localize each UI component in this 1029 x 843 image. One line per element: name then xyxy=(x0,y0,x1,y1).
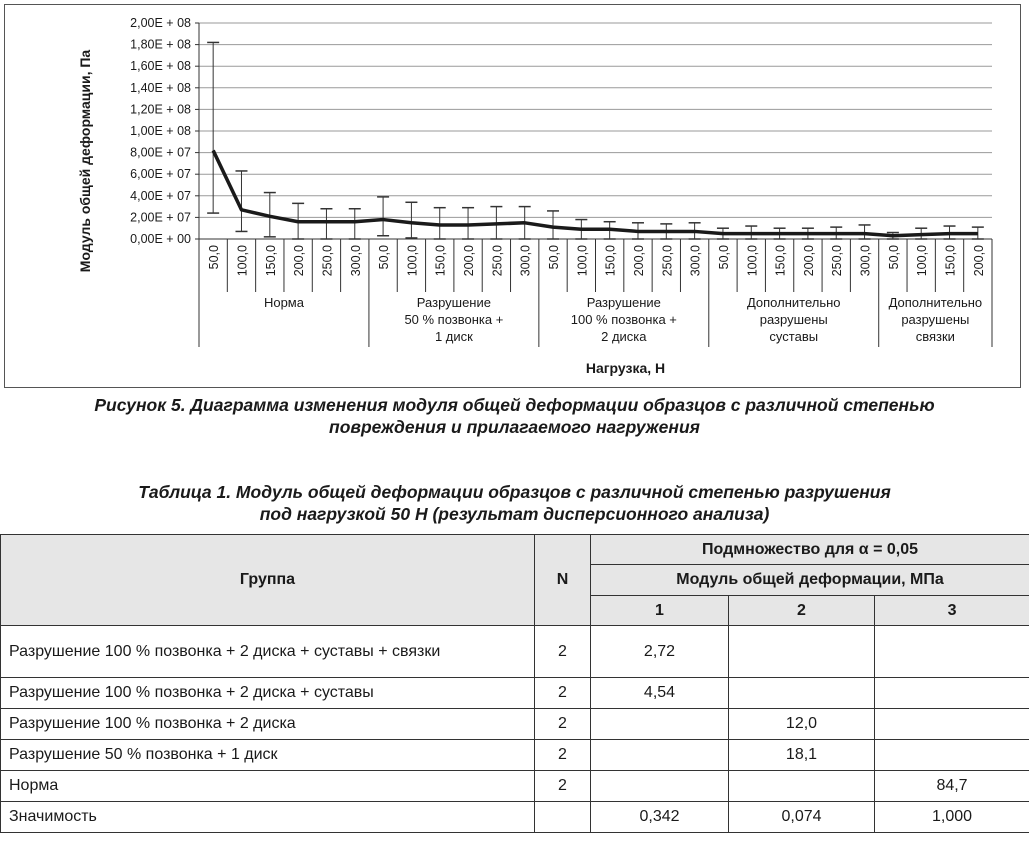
table-row xyxy=(1,771,1029,802)
y-tick-label: 2,00E + 08 xyxy=(130,16,191,30)
cell-subset-1 xyxy=(591,771,729,802)
x-tick-label: 200,0 xyxy=(631,245,646,277)
cell-group: Значимость xyxy=(1,802,535,833)
group-label: 50 % позвонка + xyxy=(404,312,504,327)
cell-subset-1 xyxy=(591,709,729,740)
cell-subset-2: 18,1 xyxy=(729,740,875,771)
deformation-chart xyxy=(5,5,1020,387)
x-tick-label: 250,0 xyxy=(830,245,845,277)
x-tick-label: 100,0 xyxy=(575,245,590,277)
cell-subset-1 xyxy=(591,740,729,771)
cell-subset-1: 0,342 xyxy=(591,802,729,833)
x-tick-label: 250,0 xyxy=(490,245,505,277)
cell-group: Разрушение 100 % позвонка + 2 диска + суставы xyxy=(1,678,535,709)
table-row xyxy=(1,678,1029,709)
cell-group: Разрушение 100 % позвонка + 2 диска xyxy=(1,709,535,740)
y-tick-label: 4,00E + 07 xyxy=(130,188,191,203)
x-tick-label: 200,0 xyxy=(292,245,307,277)
table-row xyxy=(1,709,1029,740)
y-tick-label: 1,40E + 08 xyxy=(130,80,191,95)
y-tick-label: 6,00E + 07 xyxy=(130,167,191,182)
cell-subset-2 xyxy=(729,771,875,802)
x-tick-label: 250,0 xyxy=(660,245,675,277)
x-tick-label: 150,0 xyxy=(943,245,958,277)
group-label: 100 % позвонка + xyxy=(570,312,677,327)
cell-subset-3 xyxy=(875,626,1029,678)
header-subset-1: 1 xyxy=(591,596,729,626)
cell-group: Разрушение 50 % позвонка + 1 диск xyxy=(1,740,535,771)
table-caption xyxy=(0,481,1029,525)
header-subset-3: 3 xyxy=(875,596,1029,626)
header-subset-2: 2 xyxy=(729,596,875,626)
cell-subset-3 xyxy=(875,740,1029,771)
cell-n: 2 xyxy=(535,678,591,709)
group-label: разрушены xyxy=(901,312,970,327)
cell-subset-2: 12,0 xyxy=(729,709,875,740)
x-tick-label: 300,0 xyxy=(688,245,703,277)
x-tick-label: 300,0 xyxy=(858,245,873,277)
x-tick-label: 100,0 xyxy=(745,245,760,277)
cell-subset-1: 4,54 xyxy=(591,678,729,709)
y-axis-title: Модуль общей деформации, Па xyxy=(77,49,93,273)
figure-caption-line2: повреждения и прилагаемого нагружения xyxy=(329,417,700,437)
x-tick-label: 150,0 xyxy=(773,245,788,277)
y-tick-label: 1,60E + 08 xyxy=(130,59,191,74)
group-label: 1 диск xyxy=(434,329,473,344)
table-caption-line2: под нагрузкой 50 Н (результат дисперсионного анализа) xyxy=(259,504,770,524)
header-modulus: Модуль общей деформации, МПа xyxy=(591,565,1029,596)
x-tick-label: 50,0 xyxy=(547,245,562,270)
header-group: Группа xyxy=(1,535,535,626)
figure-caption xyxy=(0,394,1029,438)
y-tick-label: 1,80E + 08 xyxy=(130,37,191,52)
group-label: 2 диска xyxy=(601,329,647,344)
group-label: разрушены xyxy=(759,312,828,327)
x-tick-label: 200,0 xyxy=(971,245,986,277)
series-line xyxy=(213,150,978,235)
results-table xyxy=(0,534,1029,833)
x-axis-title: Нагрузка, Н xyxy=(585,360,666,376)
cell-n: 2 xyxy=(535,626,591,678)
cell-subset-2: 0,074 xyxy=(729,802,875,833)
cell-group: Разрушение 100 % позвонка + 2 диска + суставы + связки xyxy=(1,626,535,678)
group-label: связки xyxy=(915,329,955,344)
cell-group: Норма xyxy=(1,771,535,802)
group-label: суставы xyxy=(769,329,819,344)
cell-subset-3: 84,7 xyxy=(875,771,1029,802)
x-tick-label: 200,0 xyxy=(462,245,477,277)
group-label: Разрушение xyxy=(416,295,491,310)
x-tick-label: 250,0 xyxy=(320,245,335,277)
header-n: N xyxy=(535,535,591,626)
cell-subset-3 xyxy=(875,709,1029,740)
table-row xyxy=(1,740,1029,771)
cell-n: 2 xyxy=(535,771,591,802)
group-label: Дополнительно xyxy=(746,295,841,310)
y-tick-label: 1,00E + 08 xyxy=(130,124,191,138)
y-tick-label: 8,00E + 07 xyxy=(130,145,191,160)
cell-n: 2 xyxy=(535,740,591,771)
cell-subset-1: 2,72 xyxy=(591,626,729,678)
group-label: Разрушение xyxy=(586,295,661,310)
figure-caption-line1: Рисунок 5. Диаграмма изменения модуля общей деформации образцов с различной степенью xyxy=(94,395,935,415)
cell-n xyxy=(535,802,591,833)
table-row xyxy=(1,626,1029,678)
y-tick-label: 1,20E + 08 xyxy=(130,102,191,117)
x-tick-label: 100,0 xyxy=(235,245,250,277)
x-tick-label: 50,0 xyxy=(886,245,901,270)
header-subset: Подмножество для α = 0,05 xyxy=(591,535,1029,565)
y-tick-label: 0,00E + 00 xyxy=(130,232,191,246)
table-caption-line1: Таблица 1. Модуль общей деформации образцов с различной степенью разрушения xyxy=(138,482,891,502)
cell-subset-3: 1,000 xyxy=(875,802,1029,833)
x-tick-label: 150,0 xyxy=(433,245,448,277)
cell-subset-2 xyxy=(729,678,875,709)
group-label: Дополнительно xyxy=(888,295,983,310)
chart-frame xyxy=(4,4,1021,388)
x-tick-label: 50,0 xyxy=(207,245,222,270)
x-tick-label: 100,0 xyxy=(915,245,930,277)
y-tick-label: 2,00E + 07 xyxy=(130,210,191,225)
cell-n: 2 xyxy=(535,709,591,740)
x-tick-label: 300,0 xyxy=(348,245,363,277)
x-tick-label: 200,0 xyxy=(801,245,816,277)
x-tick-label: 50,0 xyxy=(716,245,731,270)
x-tick-label: 300,0 xyxy=(518,245,533,277)
cell-subset-3 xyxy=(875,678,1029,709)
group-label: Норма xyxy=(263,295,304,310)
x-tick-label: 50,0 xyxy=(377,245,392,270)
x-tick-label: 150,0 xyxy=(603,245,618,277)
table-row xyxy=(1,802,1029,833)
cell-subset-2 xyxy=(729,626,875,678)
x-tick-label: 100,0 xyxy=(405,245,420,277)
x-tick-label: 150,0 xyxy=(263,245,278,277)
